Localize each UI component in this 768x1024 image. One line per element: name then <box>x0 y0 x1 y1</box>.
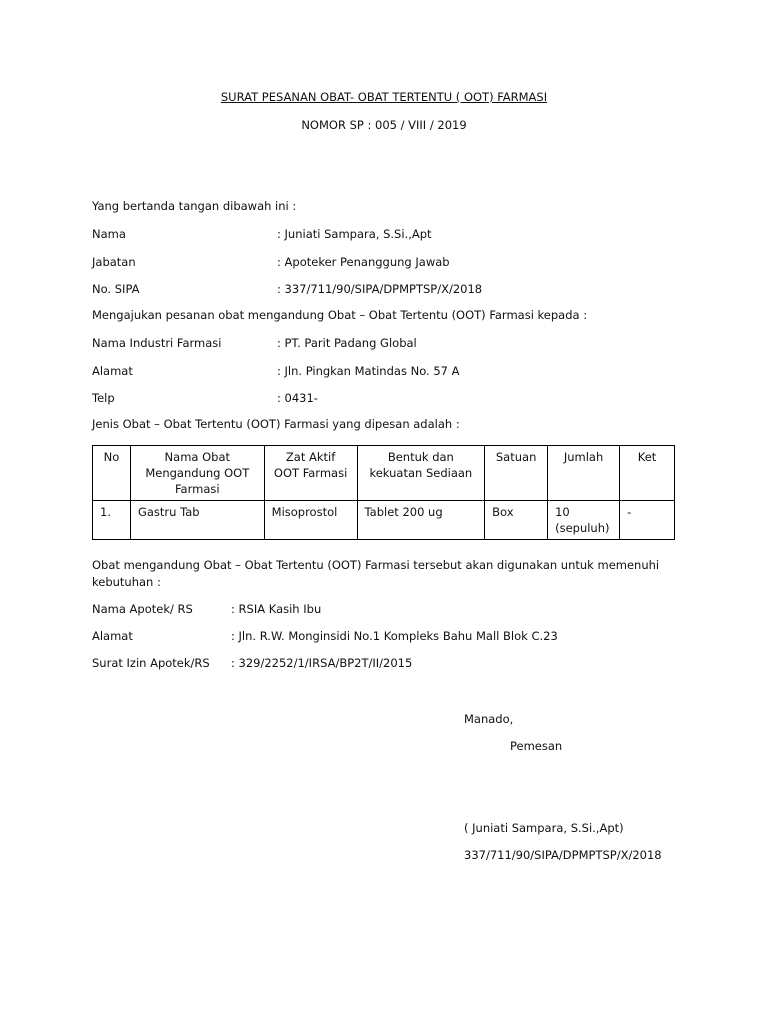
document-title: SURAT PESANAN OBAT- OBAT TERTENTU ( OOT) FARMASI <box>220 90 548 104</box>
field-value-sipa: : 337/711/90/SIPA/DPMPTSP/X/2018 <box>277 282 483 296</box>
document-number: NOMOR SP : 005 / VIII / 2019 <box>301 118 467 132</box>
field-label-industri: Nama Industri Farmasi <box>92 336 222 350</box>
table-cell-satuan: Box <box>485 501 548 540</box>
field-label-apotek: Nama Apotek/ RS <box>92 602 193 616</box>
field-label-nama: Nama <box>92 227 126 241</box>
intro-text: Yang bertanda tangan dibawah ini : <box>92 199 297 213</box>
table-cell-jumlah: 10 (sepuluh) <box>548 501 620 540</box>
field-label-alamat-industri: Alamat <box>92 364 133 378</box>
signature-place: Manado, <box>464 712 514 726</box>
field-label-alamat-apotek: Alamat <box>92 629 133 643</box>
table-cell-nama-obat: Gastru Tab <box>130 501 264 540</box>
field-label-jabatan: Jabatan <box>92 255 136 269</box>
signature-sipa: 337/711/90/SIPA/DPMPTSP/X/2018 <box>464 848 662 862</box>
table-cell-ket: - <box>620 501 675 540</box>
field-value-alamat-apotek: : Jln. R.W. Monginsidi No.1 Kompleks Bahu Mall Blok C.23 <box>231 629 558 643</box>
list-heading: Jenis Obat – Obat Tertentu (OOT) Farmasi yang dipesan adalah : <box>92 417 460 431</box>
table-header-row <box>93 446 675 501</box>
table-header-satuan: Satuan <box>485 446 548 501</box>
field-value-telp: : 0431- <box>277 391 318 405</box>
order-table <box>92 445 675 540</box>
field-value-apotek: : RSIA Kasih Ibu <box>231 602 322 616</box>
field-label-telp: Telp <box>92 391 115 405</box>
table-header-ket: Ket <box>620 446 675 501</box>
table-row <box>93 501 675 540</box>
table-header-no: No <box>93 446 131 501</box>
table-cell-zat-aktif: Misoprostol <box>264 501 357 540</box>
purpose-line: Obat mengandung Obat – Obat Tertentu (OOT) Farmasi tersebut akan digunakan untuk memenuhi kebutuhan : <box>92 558 660 589</box>
signature-role: Pemesan <box>510 739 563 753</box>
field-value-izin: : 329/2252/1/IRSA/BP2T/II/2015 <box>231 656 413 670</box>
table-header-bentuk-sediaan: Bentuk dan kekuatan Sediaan <box>357 446 485 501</box>
field-value-nama: : Juniati Sampara, S.Si.,Apt <box>277 227 432 241</box>
field-value-industri: : PT. Parit Padang Global <box>277 336 417 350</box>
table-header-zat-aktif: Zat Aktif OOT Farmasi <box>264 446 357 501</box>
request-line: Mengajukan pesanan obat mengandung Obat – Obat Tertentu (OOT) Farmasi kepada : <box>92 308 588 322</box>
field-value-jabatan: : Apoteker Penanggung Jawab <box>277 255 450 269</box>
signature-name: ( Juniati Sampara, S.Si.,Apt) <box>464 821 624 835</box>
field-label-sipa: No. SIPA <box>92 282 140 296</box>
table-cell-bentuk-sediaan: Tablet 200 ug <box>357 501 485 540</box>
table-cell-no: 1. <box>93 501 131 540</box>
field-value-alamat-industri: : Jln. Pingkan Matindas No. 57 A <box>277 364 460 378</box>
table-header-jumlah: Jumlah <box>548 446 620 501</box>
table-header-nama-obat: Nama Obat Mengandung OOT Farmasi <box>130 446 264 501</box>
field-label-izin: Surat Izin Apotek/RS <box>92 656 210 670</box>
